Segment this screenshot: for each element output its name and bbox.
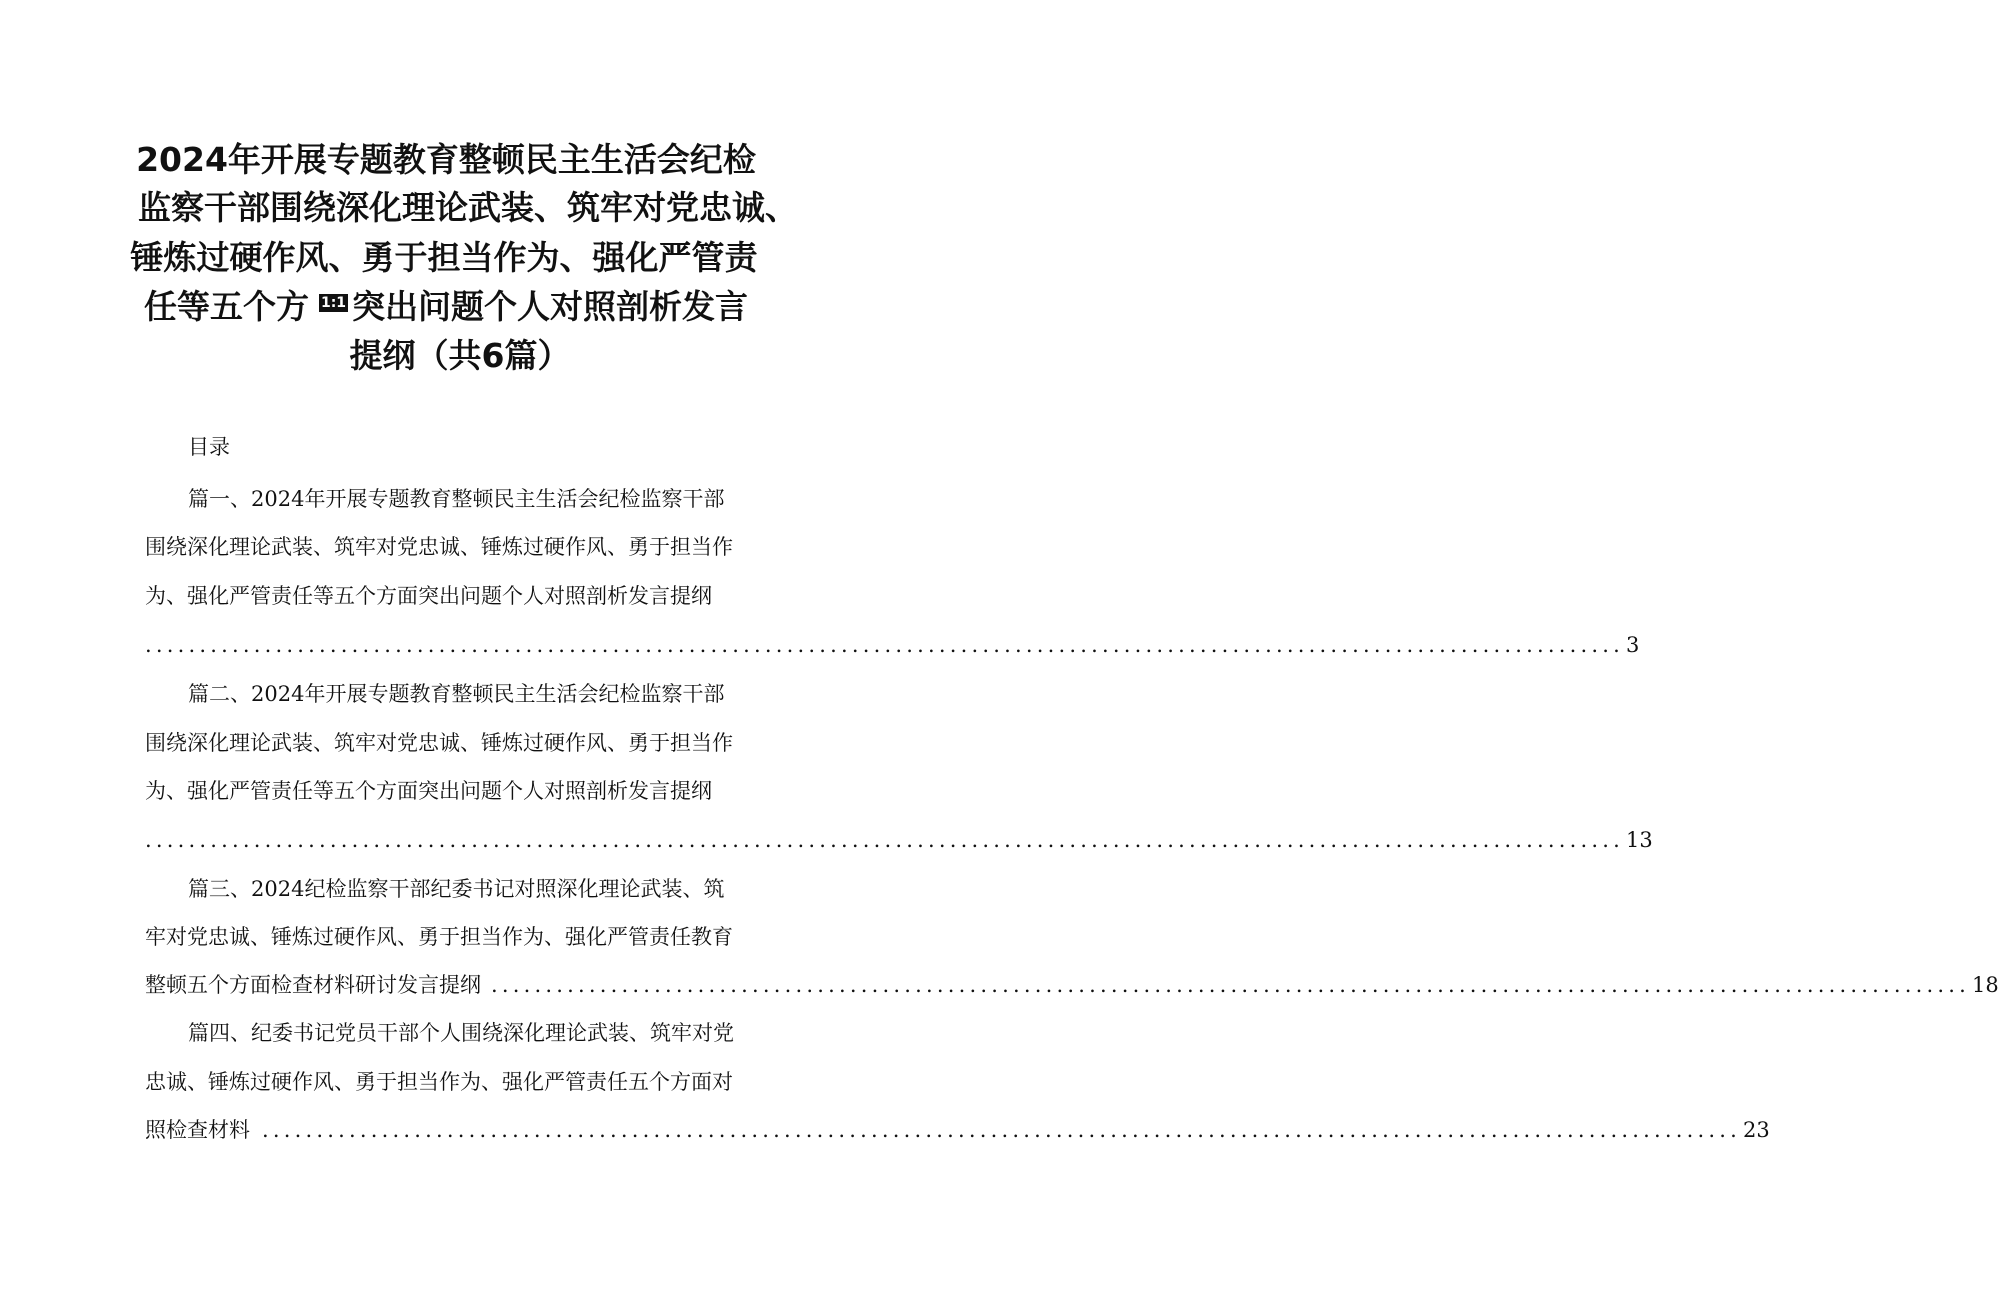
toc-entry-1-line-2[interactable]: 围绕深化理论武装、筑牢对党忠诚、锤炼过硬作风、勇于担当作 — [145, 535, 733, 559]
toc-entry-3-line-3: 整顿五个方面检查材料研讨发言提纲 — [145, 973, 481, 997]
toc-entry-4-line-1[interactable]: 篇四、纪委书记党员干部个人围绕深化理论武装、筑牢对党 — [188, 1021, 734, 1045]
toc-entry-4-leader[interactable] — [145, 1115, 1770, 1145]
toc-entry-2-line-3[interactable]: 为、强化严管责任等五个方面突出问题个人对照剖析发言提纲 — [145, 779, 712, 803]
title-line-4-part-a: 任等五个方 — [143, 287, 309, 326]
toc-entry-4-line-2[interactable]: 忠诚、锤炼过硬作风、勇于担当作为、强化严管责任五个方面对 — [145, 1070, 733, 1094]
inline-glyph-marker: 1:1 — [320, 294, 347, 311]
document-title-line-4 — [0, 287, 906, 327]
toc-entry-1-leader[interactable] — [145, 630, 1640, 660]
toc-entry-3-line-2[interactable]: 牢对党忠诚、锤炼过硬作风、勇于担当作为、强化严管责任教育 — [145, 925, 733, 949]
toc-entry-1-line-1[interactable]: 篇一、2024年开展专题教育整顿民主生活会纪检监察干部 — [188, 487, 725, 511]
toc-entry-4-page-number: 23 — [1743, 1118, 1770, 1142]
toc-entry-1-page-number: 3 — [1626, 633, 1640, 657]
document-title-line-1: 2024年开展专题教育整顿民主生活会纪检 — [136, 140, 756, 179]
toc-entry-2-page-number: 13 — [1626, 828, 1653, 852]
document-title-line-2: 监察干部围绕深化理论武装、筑牢对党忠诚、 — [138, 188, 798, 227]
toc-entry-2-line-1[interactable]: 篇二、2024年开展专题教育整顿民主生活会纪检监察干部 — [188, 682, 725, 706]
toc-entry-2-leader[interactable] — [145, 825, 1653, 855]
toc-entry-4-line-3: 照检查材料 — [145, 1118, 250, 1142]
toc-entry-1-dots: ........................................................................................................................................ — [145, 633, 1625, 657]
toc-entry-2-dots: ........................................................................................................................................ — [145, 828, 1625, 852]
toc-entry-2-line-2[interactable]: 围绕深化理论武装、筑牢对党忠诚、锤炼过硬作风、勇于担当作 — [145, 731, 733, 755]
document-title-line-5: 提纲（共6篇） — [349, 336, 571, 375]
title-line-4-part-b: 突出问题个人对照剖析发言 — [352, 287, 749, 326]
toc-entry-3-leader[interactable] — [145, 970, 1999, 1000]
toc-entry-3-line-1[interactable]: 篇三、2024纪检监察干部纪委书记对照深化理论武装、筑 — [188, 877, 725, 901]
toc-entry-3-dots: ........................................................................................................................................ — [491, 973, 1971, 997]
toc-entry-4-dots: ........................................................................................................................................ — [262, 1118, 1742, 1142]
toc-entry-3-page-number: 18 — [1972, 973, 1999, 997]
toc-entry-1-line-3[interactable]: 为、强化严管责任等五个方面突出问题个人对照剖析发言提纲 — [145, 584, 712, 608]
document-title-line-3: 锤炼过硬作风、勇于担当作为、强化严管责 — [130, 238, 758, 277]
toc-heading: 目录 — [188, 435, 230, 459]
